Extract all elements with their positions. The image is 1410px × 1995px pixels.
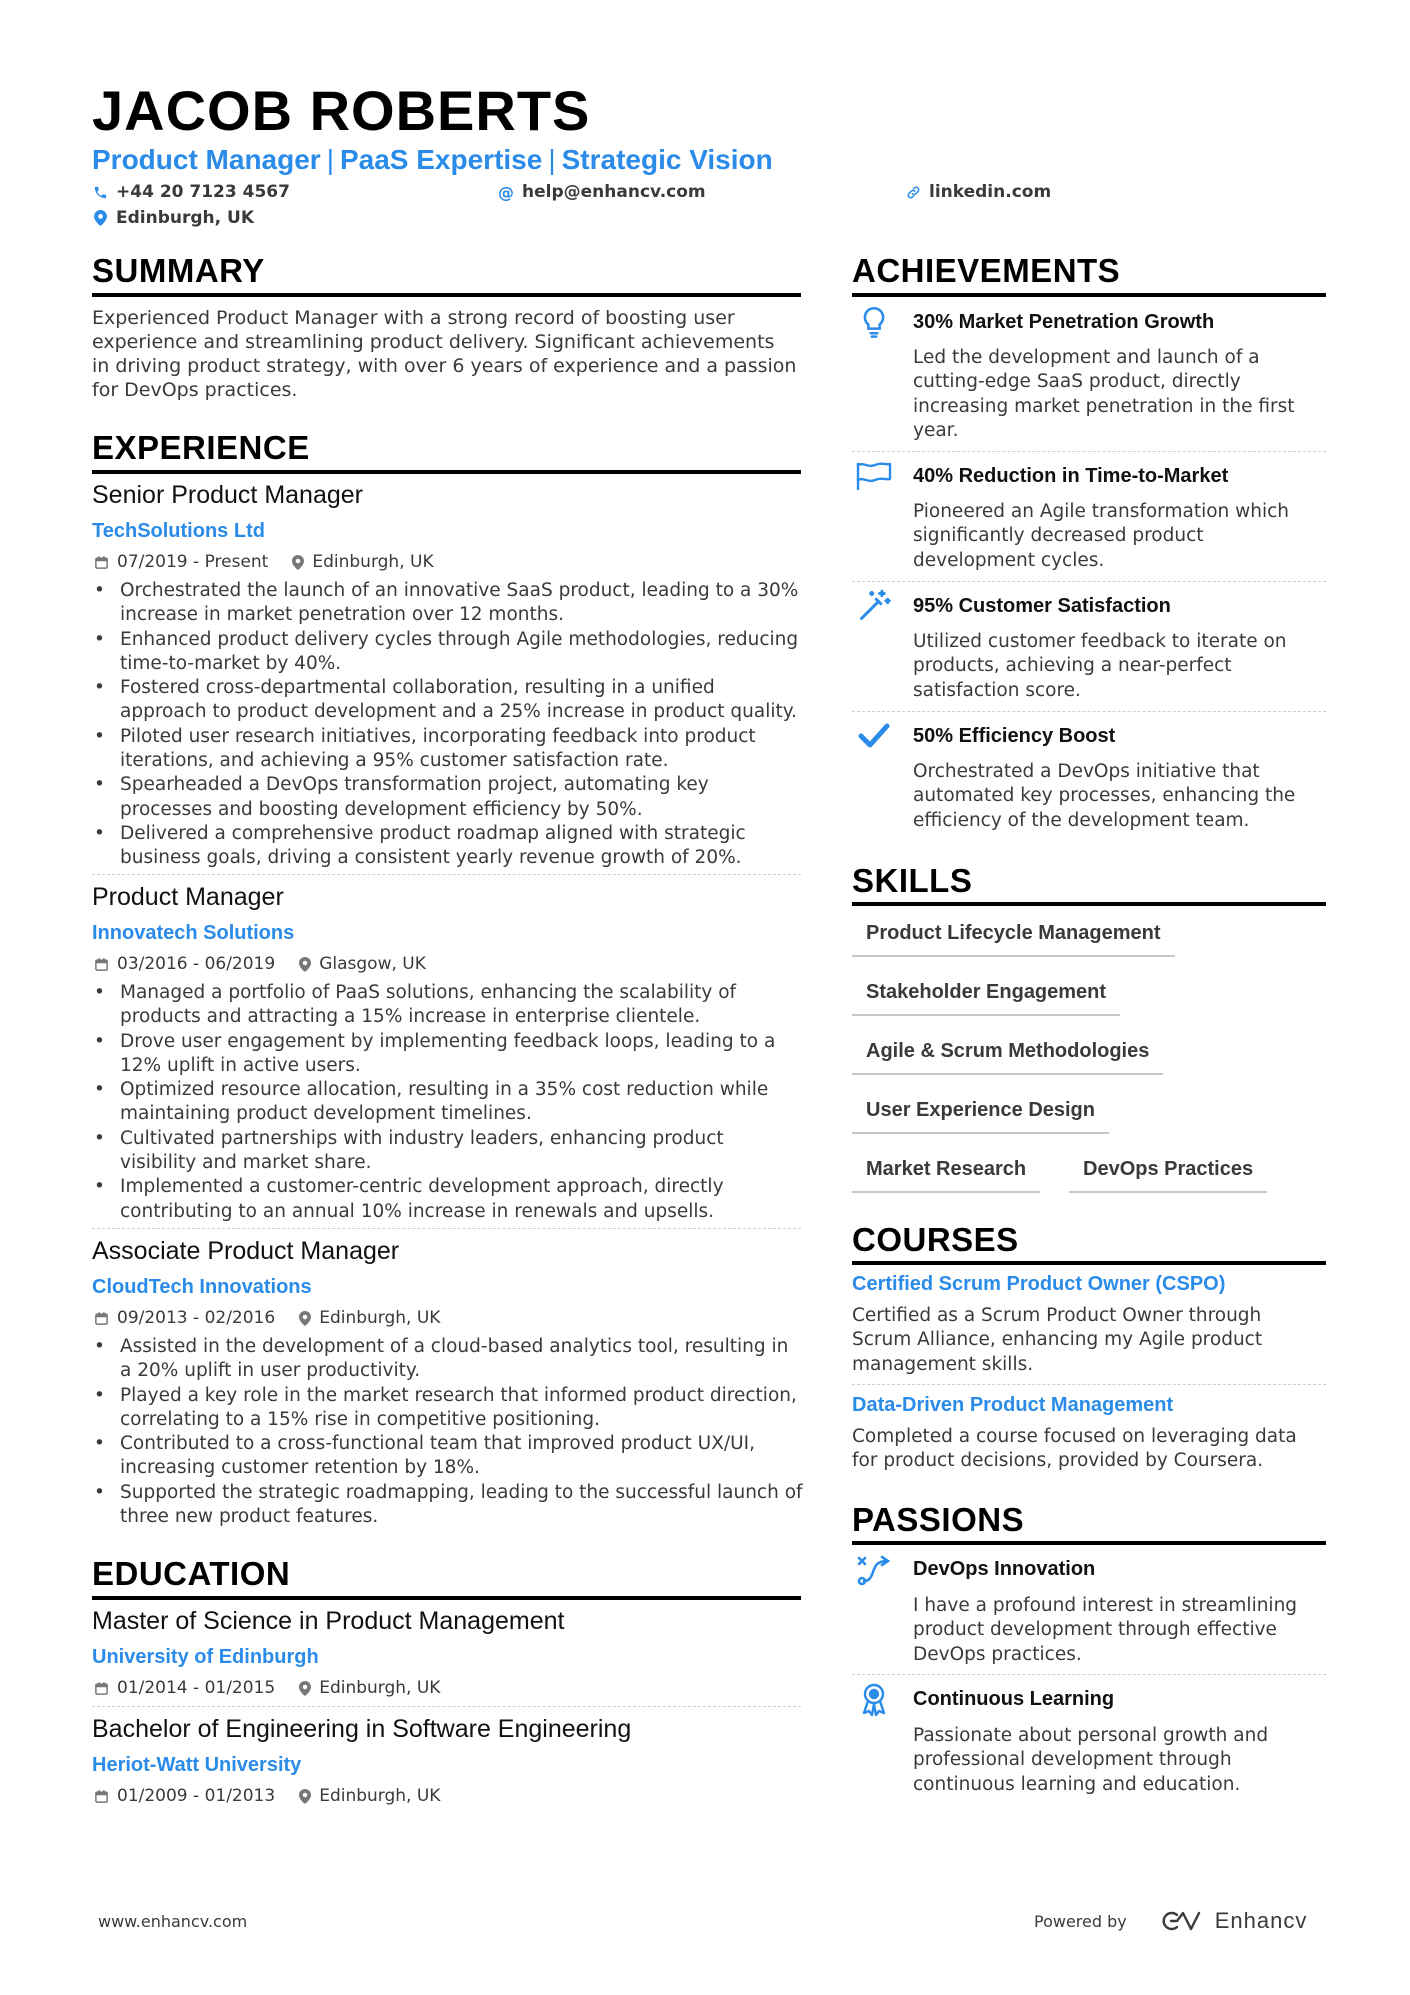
company-name: Innovatech Solutions — [92, 922, 295, 944]
calendar-icon — [94, 555, 109, 570]
calendar-icon — [94, 1681, 109, 1696]
job-title: Senior Product Manager — [92, 481, 363, 509]
education-meta — [94, 1786, 440, 1806]
achievement-desc: Utilized customer feedback to iterate on products, achieving a near-perfect satisfaction score. — [913, 631, 1287, 701]
job-title: Product Manager — [92, 883, 284, 911]
education-meta — [94, 1678, 440, 1698]
course-title: Data-Driven Product Management — [852, 1394, 1174, 1416]
map-pin-icon — [299, 1311, 311, 1326]
list-item: • Fostered cross-departmental collaboration, resulting in a unified approach to product development and a 25% increase in product quality. — [92, 676, 804, 725]
job-bullets — [92, 981, 804, 1224]
job-bullets — [92, 1335, 804, 1529]
education-rule — [92, 1596, 801, 1600]
skills-rule — [852, 902, 1326, 906]
list-item: • Orchestrated the launch of an innovative SaaS product, leading to a 30% increase in market penetration over 12 months. — [92, 579, 804, 628]
experience-heading: EXPERIENCE — [92, 429, 310, 466]
list-item: • Delivered a comprehensive product roadmap aligned with strategic business goals, driving a consistent yearly revenue growth of 20%. — [92, 822, 804, 871]
passions-heading: PASSIONS — [852, 1501, 1025, 1538]
education-dates: 01/2009 - 01/2013 — [117, 1786, 276, 1806]
skill-tag: Product Lifecycle Management — [852, 922, 1175, 957]
list-item: • Played a key role in the market research that informed product direction, correlating to a 15% rise in competitive positioning. — [92, 1384, 804, 1433]
list-item: • Piloted user research initiatives, incorporating feedback into product iterations, and achieving a 95% customer satisfaction rate. — [92, 725, 804, 774]
education-dates: 01/2014 - 01/2015 — [117, 1678, 276, 1698]
passion-desc: Passionate about personal growth and professional development through continuous learning and education. — [913, 1725, 1269, 1795]
achievement-desc: Pioneered an Agile transformation which significantly decreased product development cycles. — [913, 501, 1290, 571]
list-item: • Implemented a customer-centric development approach, directly contributing to an annual 10% increase in renewals and upsells. — [92, 1175, 804, 1224]
tagline-vision: Strategic Vision — [561, 144, 773, 175]
enhancv-logo-icon — [1157, 1909, 1203, 1933]
summary-heading: SUMMARY — [92, 252, 265, 289]
courses-heading: COURSES — [852, 1221, 1019, 1258]
calendar-icon — [94, 1311, 109, 1326]
list-item: • Spearheaded a DevOps transformation project, automating key processes and boosting development efficiency by 50%. — [92, 773, 804, 822]
tagline-role: Product Manager — [92, 144, 321, 175]
list-item: • Optimized resource allocation, resulting in a 35% cost reduction while maintaining product development timelines. — [92, 1078, 804, 1127]
achievement-desc: Led the development and launch of a cutting-edge SaaS product, directly increasing market penetration in the first year. — [913, 347, 1295, 441]
company-name: CloudTech Innovations — [92, 1276, 312, 1298]
job-meta — [94, 1308, 440, 1328]
route-icon — [854, 1551, 894, 1591]
linkedin-url: linkedin.com — [929, 182, 1052, 202]
achievement-title: 95% Customer Satisfaction — [913, 595, 1171, 617]
school-name: University of Edinburgh — [92, 1646, 319, 1668]
candidate-name: JACOB ROBERTS — [92, 79, 591, 142]
job-meta — [94, 552, 434, 572]
education-location: Edinburgh, UK — [319, 1786, 441, 1806]
course-desc: Certified as a Scrum Product Owner through Scrum Alliance, enhancing my Agile product management skills. — [852, 1305, 1263, 1375]
flag-icon — [854, 456, 894, 496]
map-pin-icon — [299, 957, 311, 972]
degree-title: Bachelor of Engineering in Software Engineering — [92, 1715, 632, 1743]
list-item: • Contributed to a cross-functional team that improved product UX/UI, increasing customer retention by 18%. — [92, 1432, 804, 1481]
job-location: Edinburgh, UK — [312, 552, 434, 572]
education-heading: EDUCATION — [92, 1555, 291, 1592]
achievement-title: 40% Reduction in Time-to-Market — [913, 465, 1229, 487]
contact-linkedin[interactable] — [905, 182, 1051, 202]
skill-tag: DevOps Practices — [1069, 1158, 1267, 1193]
divider — [852, 1384, 1326, 1385]
map-pin-icon — [292, 555, 304, 570]
job-bullets — [92, 579, 804, 871]
contact-phone[interactable] — [92, 182, 290, 202]
powered-by-label: Powered by — [1034, 1911, 1127, 1931]
skill-tag: Market Research — [852, 1158, 1040, 1193]
job-location: Edinburgh, UK — [319, 1308, 441, 1328]
course-title: Certified Scrum Product Owner (CSPO) — [852, 1273, 1226, 1295]
lightbulb-icon — [854, 303, 894, 343]
phone-number: +44 20 7123 4567 — [116, 182, 290, 202]
contact-email[interactable] — [498, 182, 706, 202]
job-dates: 07/2019 - Present — [117, 552, 269, 572]
tagline-separator: | — [326, 144, 334, 175]
link-icon — [905, 185, 921, 200]
at-icon: @ — [498, 182, 514, 202]
divider — [92, 1706, 801, 1707]
school-name: Heriot-Watt University — [92, 1754, 302, 1776]
passions-rule — [852, 1541, 1326, 1545]
job-dates: 09/2013 - 02/2016 — [117, 1308, 276, 1328]
tagline — [92, 144, 773, 176]
divider — [92, 1228, 801, 1229]
calendar-icon — [94, 957, 109, 972]
divider — [92, 874, 801, 875]
skill-tag: User Experience Design — [852, 1099, 1109, 1134]
list-item: • Drove user engagement by implementing feedback loops, leading to a 12% uplift in active users. — [92, 1030, 804, 1079]
job-dates: 03/2016 - 06/2019 — [117, 954, 276, 974]
summary-text: Experienced Product Manager with a strong record of boosting user experience and streamlining product delivery. Significant achievements in driving product strategy, with over 6 years of experience and a passion for DevOps practices. — [92, 307, 797, 401]
list-item: • Enhanced product delivery cycles through Agile methodologies, reducing time-to-market by 40%. — [92, 628, 804, 677]
skill-tag: Agile & Scrum Methodologies — [852, 1040, 1163, 1075]
tagline-separator: | — [548, 144, 556, 175]
divider — [852, 581, 1326, 582]
list-item: • Cultivated partnerships with industry leaders, enhancing product visibility and market share. — [92, 1127, 804, 1176]
experience-rule — [92, 470, 801, 474]
magic-wand-icon — [854, 586, 894, 626]
phone-icon — [92, 185, 108, 200]
achievement-desc: Orchestrated a DevOps initiative that automated key processes, enhancing the efficiency of the development team. — [913, 761, 1296, 831]
calendar-icon — [94, 1789, 109, 1804]
footer-powered-by[interactable] — [1034, 1908, 1307, 1934]
achievements-heading: ACHIEVEMENTS — [852, 252, 1121, 289]
job-meta — [94, 954, 426, 974]
contact-location — [92, 208, 254, 228]
summary-rule — [92, 293, 801, 297]
list-item: • Managed a portfolio of PaaS solutions, enhancing the scalability of products and attracting a 15% increase in enterprise clientele. — [92, 981, 804, 1030]
map-pin-icon — [299, 1789, 311, 1804]
passion-desc: I have a profound interest in streamlining product development through effective DevOps practices. — [913, 1595, 1298, 1665]
degree-title: Master of Science in Product Management — [92, 1607, 565, 1635]
divider — [852, 1674, 1326, 1675]
award-ribbon-icon — [854, 1680, 894, 1720]
achievement-title: 50% Efficiency Boost — [913, 725, 1116, 747]
job-title: Associate Product Manager — [92, 1237, 400, 1265]
skill-tag: Stakeholder Engagement — [852, 981, 1120, 1016]
company-name: TechSolutions Ltd — [92, 520, 265, 542]
achievement-title: 30% Market Penetration Growth — [913, 311, 1215, 333]
tagline-expertise: PaaS Expertise — [339, 144, 543, 175]
job-location: Glasgow, UK — [319, 954, 426, 974]
checkmark-icon — [854, 716, 894, 756]
education-location: Edinburgh, UK — [319, 1678, 441, 1698]
course-desc: Completed a course focused on leveraging data for product decisions, provided by Coursera. — [852, 1426, 1297, 1472]
list-item: • Assisted in the development of a cloud-based analytics tool, resulting in a 20% uplift in user productivity. — [92, 1335, 804, 1384]
skills-heading: SKILLS — [852, 862, 973, 899]
location-text: Edinburgh, UK — [116, 208, 254, 228]
map-pin-icon — [92, 210, 108, 226]
map-pin-icon — [299, 1681, 311, 1696]
divider — [852, 711, 1326, 712]
footer-website[interactable]: www.enhancv.com — [98, 1912, 248, 1931]
achievements-rule — [852, 293, 1326, 297]
list-item: • Supported the strategic roadmapping, leading to the successful launch of three new product features. — [92, 1481, 804, 1530]
passion-title: Continuous Learning — [913, 1688, 1115, 1710]
brand-name: Enhancv — [1214, 1908, 1308, 1933]
divider — [852, 451, 1326, 452]
email-address: help@enhancv.com — [522, 182, 706, 202]
courses-rule — [852, 1261, 1326, 1265]
passion-title: DevOps Innovation — [913, 1558, 1096, 1580]
